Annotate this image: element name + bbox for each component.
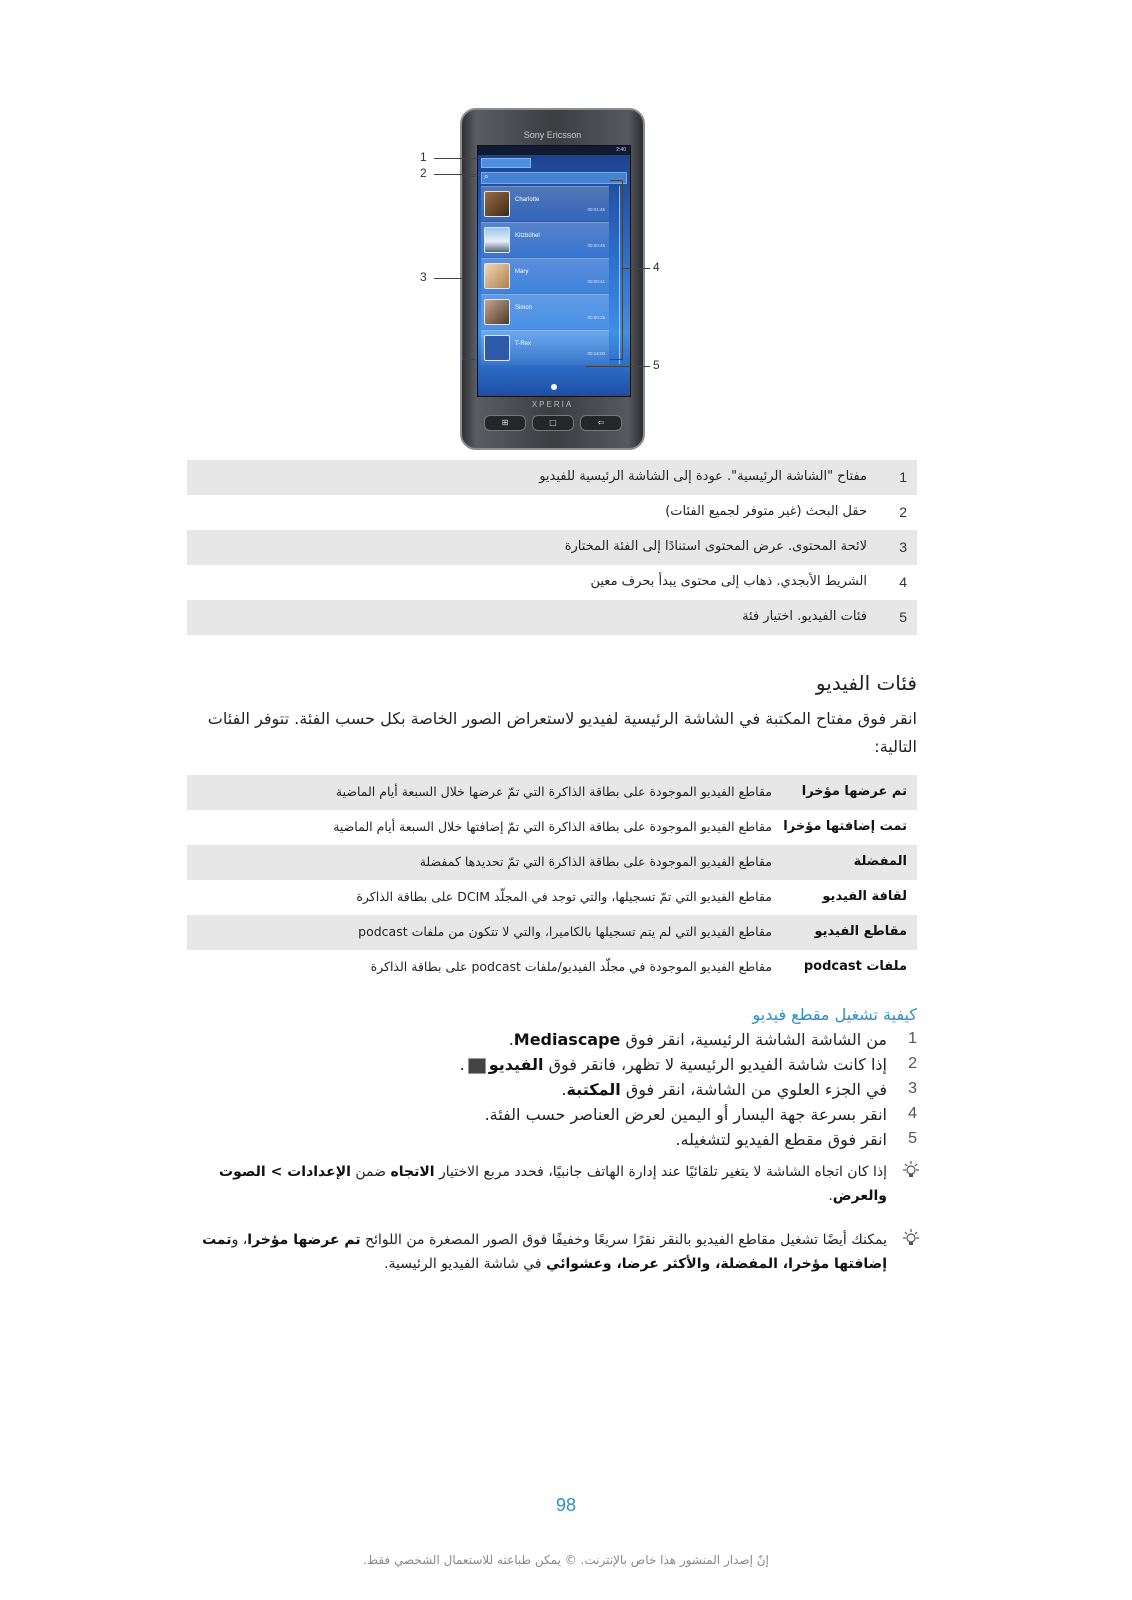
video-thumbnail bbox=[484, 191, 510, 217]
steps-list bbox=[187, 1030, 917, 1155]
table-row bbox=[187, 845, 917, 880]
callout-line bbox=[434, 174, 478, 175]
legend-number: 5 bbox=[899, 609, 907, 625]
category-name: ملفات podcast bbox=[803, 959, 907, 974]
category-description: مقاطع الفيديو الموجودة في مجلّد الفيديو/ملفات podcast على بطاقة الذاكرة bbox=[370, 959, 772, 974]
video-name: T-Rex bbox=[515, 341, 532, 347]
video-duration: 00:00:15 bbox=[587, 315, 605, 320]
list-item[interactable] bbox=[481, 258, 609, 293]
video-name: Mary bbox=[515, 269, 529, 275]
tip-text: يمكنك أيضًا تشغيل مقاطع الفيديو بالنقر نقرًا سريعًا وخفيفًا فوق الصور المصغرة من اللوائح تم عرضها مؤخرا، وتمت إضافتها مؤخرا، المفضلة، والأكثر عرضا، وعشوائي في شاشة الفيديو الرئيسية. bbox=[202, 1232, 887, 1272]
video-categories-indicator[interactable] bbox=[551, 384, 557, 390]
category-description: مقاطع الفيديو التي تمّ تسجيلها، والتي توجد في المجلّد DCIM على بطاقة الذاكرة bbox=[356, 889, 772, 904]
video-name: Simon bbox=[515, 305, 533, 311]
video-duration: 00:01:45 bbox=[587, 207, 605, 212]
tip-note bbox=[187, 1228, 917, 1278]
category-name: المفضلة bbox=[853, 854, 907, 869]
status-time: 2:40 bbox=[616, 147, 626, 153]
tip-text: إذا كان اتجاه الشاشة لا يتغير تلقائيًا عند إدارة الهاتف جانبيًا، فحدد مربع الاختيار الاتجاه ضمن الإعدادات > الصوت والعرض. bbox=[219, 1164, 887, 1204]
video-thumbnail bbox=[484, 335, 510, 361]
callout-line bbox=[434, 278, 462, 279]
phone-illustration bbox=[410, 108, 700, 453]
table-row bbox=[187, 565, 917, 600]
category-description: مقاطع الفيديو الموجودة على بطاقة الذاكرة التي تمّ إضافتها خلال السبعة أيام الماضية bbox=[333, 819, 772, 834]
callout-number: 2 bbox=[420, 166, 427, 180]
video-home-key[interactable] bbox=[481, 158, 531, 168]
list-item[interactable] bbox=[481, 330, 609, 365]
list-item bbox=[187, 1105, 917, 1130]
legend-number: 4 bbox=[899, 574, 907, 590]
lightbulb-icon bbox=[900, 1160, 922, 1182]
table-row bbox=[187, 950, 917, 985]
legend-text: مفتاح "الشاشة الرئيسية". عودة إلى الشاشة الرئيسية للفيديو bbox=[539, 469, 867, 484]
legend-table bbox=[187, 460, 917, 635]
table-row bbox=[187, 460, 917, 495]
table-row bbox=[187, 775, 917, 810]
search-field[interactable] bbox=[481, 172, 627, 184]
home-key-icon[interactable]: □ bbox=[532, 415, 574, 431]
step-text: إذا كانت شاشة الفيديو الرئيسية لا تظهر، فانقر فوق الفيديو. bbox=[459, 1055, 887, 1074]
callout-number: 4 bbox=[653, 260, 660, 274]
video-name: Charlotte bbox=[515, 197, 540, 203]
section-paragraph: انقر فوق مفتاح المكتبة في الشاشة الرئيسية لفيديو لاستعراض الصور الخاصة بكل حسب الفئة. تتوفر الفئات التالية: bbox=[207, 709, 917, 756]
table-row bbox=[187, 600, 917, 635]
category-description: مقاطع الفيديو الموجودة على بطاقة الذاكرة التي تمّ تحديدها كمفضلة bbox=[419, 854, 772, 869]
list-item bbox=[187, 1055, 917, 1080]
legend-text: فئات الفيديو. اختيار فئة bbox=[742, 609, 867, 624]
step-text: انقر بسرعة جهة اليسار أو اليمين لعرض العناصر حسب الفئة. bbox=[484, 1105, 887, 1124]
legend-text: لائحة المحتوى. عرض المحتوى استنادًا إلى الفئة المختارة bbox=[564, 539, 867, 554]
tip-note bbox=[187, 1160, 917, 1210]
legend-number: 2 bbox=[899, 504, 907, 520]
video-thumbnail bbox=[484, 299, 510, 325]
step-number: 1 bbox=[908, 1030, 917, 1047]
video-duration: 00:14:00 bbox=[587, 351, 605, 356]
list-item[interactable] bbox=[481, 294, 609, 329]
step-text: في الجزء العلوي من الشاشة، انقر فوق المكتبة. bbox=[561, 1080, 887, 1099]
list-item bbox=[187, 1080, 917, 1105]
footer-notice: إنّ إصدار المنشور هذا خاص بالإنترنت. © يمكن طباعته للاستعمال الشخصي فقط. bbox=[363, 1553, 769, 1567]
lightbulb-icon bbox=[900, 1228, 922, 1250]
phone-model: XPERIA bbox=[531, 400, 574, 409]
video-thumbnail bbox=[484, 227, 510, 253]
category-description: مقاطع الفيديو التي لم يتم تسجيلها بالكاميرا، والتي لا تتكون من ملفات podcast bbox=[358, 924, 772, 939]
list-item bbox=[187, 1030, 917, 1055]
step-number: 3 bbox=[908, 1080, 917, 1097]
step-number: 2 bbox=[908, 1055, 917, 1072]
callout-number: 1 bbox=[420, 150, 427, 164]
phone-brand: Sony Ericsson bbox=[523, 130, 582, 140]
list-item[interactable] bbox=[481, 222, 609, 257]
category-name: تم عرضها مؤخرا bbox=[801, 784, 907, 799]
menu-key-icon[interactable]: ⊞ bbox=[484, 415, 526, 431]
table-row bbox=[187, 495, 917, 530]
table-row bbox=[187, 530, 917, 565]
legend-number: 1 bbox=[899, 469, 907, 485]
step-number: 5 bbox=[908, 1130, 917, 1147]
content-list-bracket bbox=[462, 176, 475, 360]
callout-number: 5 bbox=[653, 358, 660, 372]
category-name: تمت إضافتها مؤخرا bbox=[783, 819, 907, 834]
page-number: 98 bbox=[555, 1495, 577, 1515]
video-duration: 00:00:41 bbox=[587, 279, 605, 284]
video-name: Kitzbühel bbox=[515, 233, 540, 239]
callout-line bbox=[586, 366, 650, 367]
video-thumbnail bbox=[484, 263, 510, 289]
callout-number: 3 bbox=[420, 270, 427, 284]
section-title: فئات الفيديو bbox=[815, 671, 917, 695]
video-duration: 00:00:45 bbox=[587, 243, 605, 248]
callout-line bbox=[434, 158, 478, 159]
legend-text: الشريط الأبجدي. ذهاب إلى محتوى يبدأ بحرف معين bbox=[590, 574, 867, 589]
callout-line bbox=[622, 268, 650, 269]
step-number: 4 bbox=[908, 1105, 917, 1122]
phone-keys bbox=[484, 415, 624, 429]
list-item bbox=[187, 1130, 917, 1155]
search-icon: ⌕ bbox=[484, 172, 489, 181]
phone-screen bbox=[477, 145, 631, 397]
table-row bbox=[187, 880, 917, 915]
legend-text: حقل البحث (غير متوفر لجميع الفئات) bbox=[665, 504, 867, 519]
alphabet-bracket bbox=[610, 180, 623, 360]
status-bar bbox=[478, 146, 630, 155]
list-item[interactable] bbox=[481, 186, 609, 221]
back-key-icon[interactable]: ⇦ bbox=[580, 415, 622, 431]
content-list bbox=[481, 186, 609, 366]
legend-number: 3 bbox=[899, 539, 907, 555]
step-text: من الشاشة الشاشة الرئيسية، انقر فوق Mediascape. bbox=[508, 1030, 887, 1049]
categories-table bbox=[187, 775, 917, 985]
category-description: مقاطع الفيديو الموجودة على بطاقة الذاكرة التي تمّ عرضها خلال السبعة أيام الماضية bbox=[335, 784, 772, 799]
category-name: لقافة الفيديو bbox=[822, 889, 907, 904]
howto-title: كيفية تشغيل مقطع فيديو bbox=[752, 1005, 917, 1024]
step-text: انقر فوق مقطع الفيديو لتشغيله. bbox=[675, 1130, 887, 1149]
category-name: مقاطع الفيديو bbox=[814, 924, 907, 939]
table-row bbox=[187, 915, 917, 950]
table-row bbox=[187, 810, 917, 845]
video-icon bbox=[468, 1058, 486, 1074]
